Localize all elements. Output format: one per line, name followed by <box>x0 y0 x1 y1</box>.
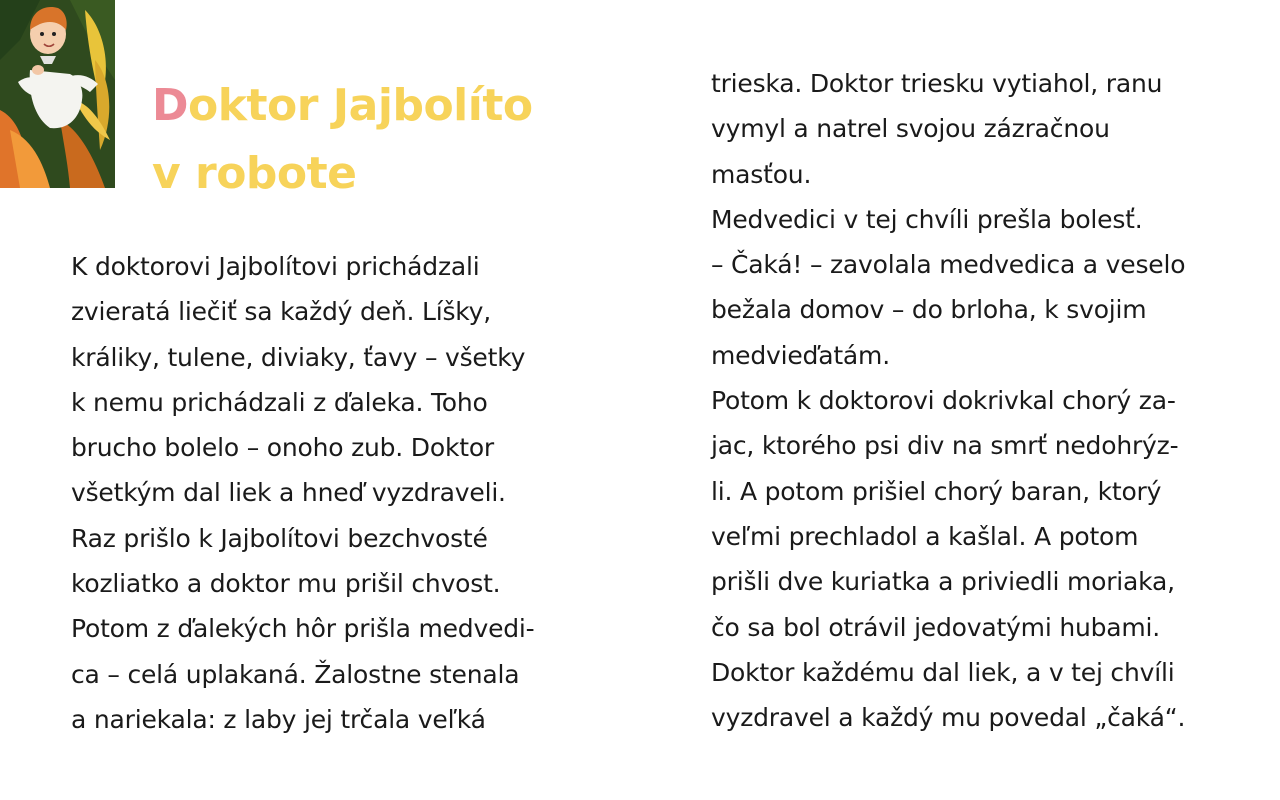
title-line-1 <box>152 72 533 140</box>
text-line: vymyl a natrel svojou zázračnou <box>711 114 1110 144</box>
text-line: čo sa bol otrávil jedovatými hubami. <box>711 612 1161 642</box>
text-line: Doktor každému dal liek, a v tej chvíli <box>711 657 1175 687</box>
text-line: prišli dve kuriatka a priviedli moriaka, <box>711 567 1175 597</box>
text-line: ca – celá uplakaná. Žalostne stenala <box>71 659 520 689</box>
left-text-column <box>71 244 535 742</box>
text-line: trieska. Doktor triesku vytiahol, ranu <box>711 69 1163 98</box>
doctor-character-illustration <box>0 0 115 188</box>
text-line: li. A potom prišiel chorý baran, ktorý <box>711 476 1162 506</box>
text-line: – Čaká! – zavolala medvedica a veselo <box>711 250 1186 280</box>
text-line: vyzdravel a každý mu povedal „čaká“. <box>711 703 1186 733</box>
title-line-1-rest: oktor Jajbolíto <box>188 80 533 131</box>
text-line: kozliatko a doktor mu prišil chvost. <box>71 569 501 599</box>
title-initial-letter: D <box>152 80 189 131</box>
text-line: králiky, tulene, diviaky, ťavy – všetky <box>71 342 526 372</box>
text-line: Potom k doktorovi dokrivkal chorý za- <box>711 386 1176 416</box>
text-line: všetkým dal liek a hneď vyzdraveli. <box>71 478 506 508</box>
text-line: K doktorovi Jajbolítovi prichádzali <box>71 252 480 281</box>
text-line: a nariekala: z laby jej trčala veľká <box>71 704 486 734</box>
text-line: Potom z ďalekých hôr prišla medvedi- <box>71 614 535 644</box>
right-text-column <box>711 61 1185 740</box>
text-line: medvieďatám. <box>711 340 890 370</box>
text-line: jac, ktorého psi div na smrť nedohrýz- <box>711 431 1179 461</box>
title-line-2: v robote <box>152 148 357 199</box>
text-line: Medvedici v tej chvíli prešla bolesť. <box>711 204 1143 234</box>
text-line: veľmi prechladol a kašlal. A potom <box>711 521 1139 551</box>
text-line: masťou. <box>711 159 812 189</box>
page-title <box>152 72 533 208</box>
text-line: Raz prišlo k Jajbolítovi bezchvosté <box>71 523 488 553</box>
text-line: bežala domov – do brloha, k svojim <box>711 295 1147 325</box>
text-line: k nemu prichádzali z ďaleka. Toho <box>71 387 488 417</box>
text-line: zvieratá liečiť sa každý deň. Líšky, <box>71 297 492 327</box>
text-line: brucho bolelo – onoho zub. Doktor <box>71 433 495 463</box>
